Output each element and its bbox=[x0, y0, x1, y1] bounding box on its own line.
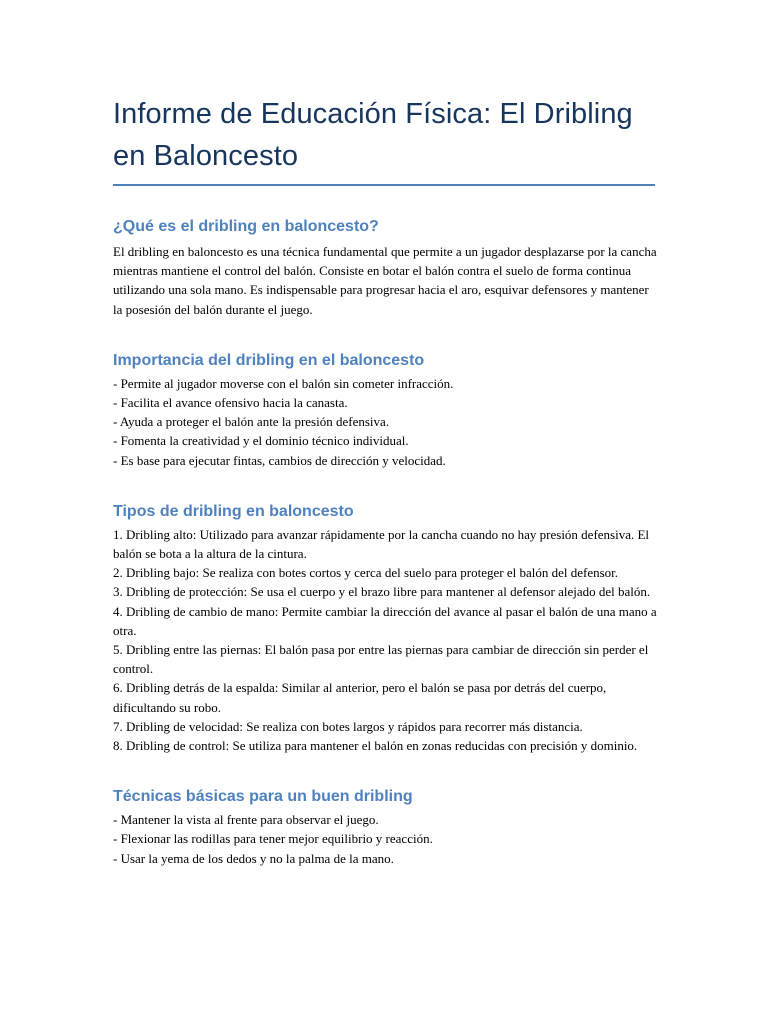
list-item: 6. Dribling detrás de la espalda: Similar al anterior, pero el balón se pasa por detrás del cuerpo, dificultando su robo. bbox=[113, 680, 607, 715]
section-what-is-dribling bbox=[113, 217, 658, 319]
list-item: - Facilita el avance ofensivo hacia la canasta. bbox=[113, 395, 348, 411]
section-techniques bbox=[113, 787, 658, 868]
list-item: - Fomenta la creatividad y el dominio técnico individual. bbox=[113, 433, 409, 449]
list-item: 1. Dribling alto: Utilizado para avanzar rápidamente por la cancha cuando no hay presión defensiva. El balón se bota a la altura de la cintura. bbox=[113, 526, 650, 562]
list-item: 3. Dribling de protección: Se usa el cuerpo y el brazo libre para mantener al defensor alejado del balón. bbox=[113, 584, 651, 600]
title-divider bbox=[113, 184, 655, 186]
list-item: 7. Dribling de velocidad: Se realiza con botes largos y rápidos para recorrer más distancia. bbox=[113, 718, 583, 734]
list-item: 2. Dribling bajo: Se realiza con botes cortos y cerca del suelo para proteger el balón del defensor. bbox=[113, 565, 619, 581]
list-item: 4. Dribling de cambio de mano: Permite cambiar la dirección del avance al pasar el balón de una mano a otra. bbox=[113, 603, 657, 638]
document-title: Informe de Educación Física: El Dribling en Baloncesto bbox=[113, 98, 633, 172]
list-item: 8. Dribling de control: Se utiliza para mantener el balón en zonas reducidas con precisión y dominio. bbox=[113, 738, 638, 754]
section-importance bbox=[113, 351, 658, 470]
list-item: - Flexionar las rodillas para tener mejor equilibrio y reacción. bbox=[113, 831, 433, 847]
section-heading: ¿Qué es el dribling en baloncesto? bbox=[113, 218, 379, 235]
list-item: - Es base para ejecutar fintas, cambios de dirección y velocidad. bbox=[113, 452, 446, 468]
section-types bbox=[113, 502, 658, 755]
importance-list bbox=[113, 374, 658, 470]
list-item: - Ayuda a proteger el balón ante la presión defensiva. bbox=[113, 414, 390, 430]
list-item: - Permite al jugador moverse con el balón sin cometer infracción. bbox=[113, 375, 454, 391]
section-paragraph: El dribling en baloncesto es una técnica fundamental que permite a un jugador desplazarse por la cancha mientras mantiene el control del balón. Consiste en botar el balón contra el suelo de forma continua utilizando una sola mano. Es indispensable para progresar hacia el aro, esquivar defensores y mantener la posesión del balón durante el juego. bbox=[113, 244, 657, 317]
list-item: - Usar la yema de los dedos y no la palma de la mano. bbox=[113, 850, 394, 866]
section-heading: Tipos de dribling en baloncesto bbox=[113, 502, 354, 520]
section-heading: Importancia del dribling en el baloncesto bbox=[113, 351, 425, 369]
techniques-list bbox=[113, 810, 658, 868]
types-list bbox=[113, 525, 658, 755]
list-item: - Mantener la vista al frente para observar el juego. bbox=[113, 812, 379, 828]
document-page bbox=[113, 0, 658, 868]
section-heading: Técnicas básicas para un buen dribling bbox=[113, 788, 413, 806]
list-item: 5. Dribling entre las piernas: El balón pasa por entre las piernas para cambiar de dirección sin perder el control. bbox=[113, 642, 649, 677]
